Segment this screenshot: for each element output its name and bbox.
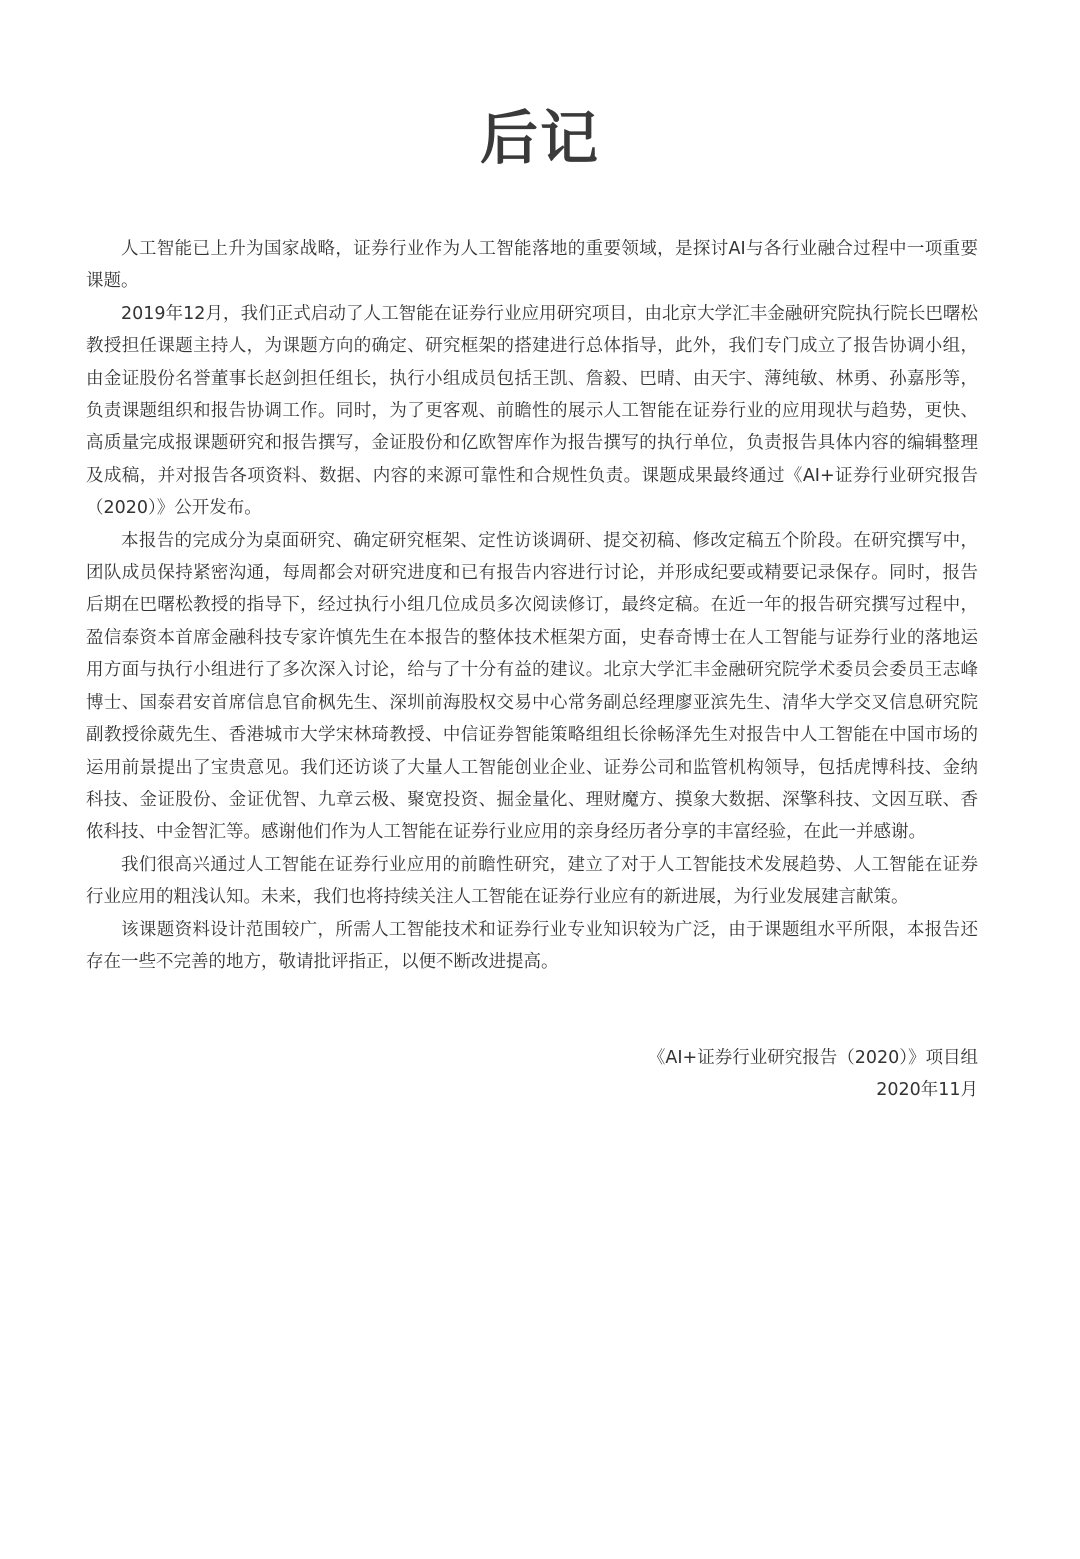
- paragraph-5: 该课题资料设计范围较广，所需人工智能技术和证券行业专业知识较为广泛，由于课题组水平所限，本报告还存在一些不完善的地方，敬请批评指正，以便不断改进提高。: [86, 919, 978, 972]
- paragraph-2: 2019年12月，我们正式启动了人工智能在证券行业应用研究项目，由北京大学汇丰金融研究院执行院长巴曙松教授担任课题主持人，为课题方向的确定、研究框架的搭建进行总体指导，此外，我们专门成立了报告协调小组，由金证股份名誉董事长赵剑担任组长，执行小组成员包括王凯、詹毅、巴晴、由天宇、薄纯敏、林勇、孙嘉彤等，负责课题组织和报告协调工作。同时，为了更客观、前瞻性的展示人工智能在证券行业的应用现状与趋势，更快、高质量完成报课题研究和报告撰写，金证股份和亿欧智库作为报告撰写的执行单位，负责报告具体内容的编辑整理及成稿，并对报告各项资料、数据、内容的来源可靠性和合规性负责。课题成果最终通过《AI+证券行业研究报告（2020）》公开发布。: [86, 303, 978, 519]
- afterword-body: [86, 233, 978, 978]
- page-title: 后记: [479, 104, 600, 172]
- paragraph-1: 人工智能已上升为国家战略，证券行业作为人工智能落地的重要领域，是探讨AI与各行业融合过程中一项重要课题。: [86, 239, 978, 292]
- signature-block: [378, 1042, 978, 1106]
- signature-date: 2020年11月: [876, 1080, 978, 1100]
- paragraph-3: 本报告的完成分为桌面研究、确定研究框架、定性访谈调研、提交初稿、修改定稿五个阶段。在研究撰写中，团队成员保持紧密沟通，每周都会对研究进度和已有报告内容进行讨论，并形成纪要或精要记录保存。同时，报告后期在巴曙松教授的指导下，经过执行小组几位成员多次阅读修订，最终定稿。在近一年的报告研究撰写过程中，盈信泰资本首席金融科技专家许慎先生在本报告的整体技术框架方面，史春奇博士在人工智能与证券行业的落地运用方面与执行小组进行了多次深入讨论，给与了十分有益的建议。北京大学汇丰金融研究院学术委员会委员王志峰博士、国泰君安首席信息官俞枫先生、深圳前海股权交易中心常务副总经理廖亚滨先生、清华大学交叉信息研究院副教授徐葳先生、香港城市大学宋林琦教授、中信证券智能策略组组长徐畅泽先生对报告中人工智能在中国市场的运用前景提出了宝贵意见。我们还访谈了大量人工智能创业企业、证券公司和监管机构领导，包括虎博科技、金纳科技、金证股份、金证优智、九章云极、聚宽投资、掘金量化、理财魔方、摸象大数据、深擎科技、文因互联、香侬科技、中金智汇等。感谢他们作为人工智能在证券行业应用的亲身经历者分享的丰富经验，在此一并感谢。: [86, 530, 978, 843]
- signature-group: 《AI+证券行业研究报告（2020）》项目组: [647, 1048, 978, 1068]
- paragraph-4: 我们很高兴通过人工智能在证券行业应用的前瞻性研究，建立了对于人工智能技术发展趋势、人工智能在证券行业应用的粗浅认知。未来，我们也将持续关注人工智能在证券行业应有的新进展，为行业发展建言献策。: [86, 854, 978, 908]
